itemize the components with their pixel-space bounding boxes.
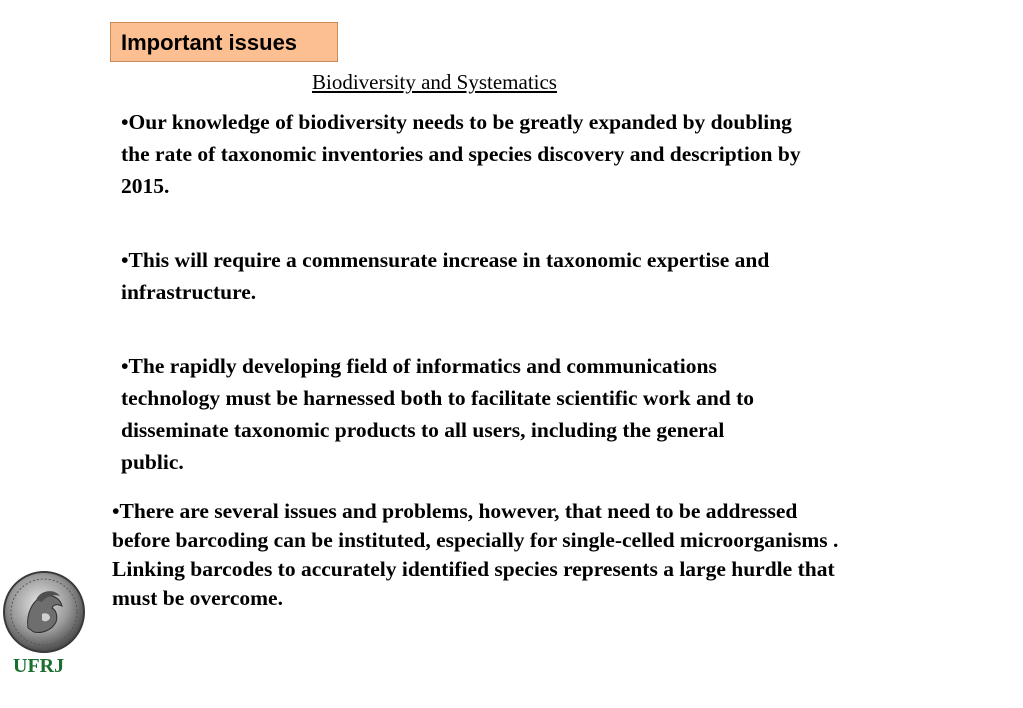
slide-title: Important issues [110,22,338,62]
paragraph-text-3: The rapidly developing field of informatics and communications technology must be harnessed both to facilitate scientific work and to disseminate taxonomic products to all users, including the general public. [121,354,755,474]
bullet-icon: • [121,354,129,378]
section-subtitle: Biodiversity and Systematics [312,70,557,94]
bullet-paragraph-4 [112,497,842,613]
bullet-icon: • [121,248,129,272]
paragraph-text-4: There are several issues and problems, however, that need to be addressed before barcoding can be instituted, especially for single-celled microorganisms . Linking barcodes to accurately identified species represents a large hurdle that must be overcome. [112,499,839,610]
bullet-paragraph-3 [121,350,771,478]
paragraph-text-1: Our knowledge of biodiversity needs to be greatly expanded by doubling the rate of taxonomic inventories and species discovery and description by 2015. [121,110,801,198]
minerva-seal-icon [2,570,86,654]
bullet-paragraph-2 [121,244,801,308]
paragraph-text-2: This will require a commensurate increase in taxonomic expertise and infrastructure. [121,248,770,304]
bullet-paragraph-1 [121,106,821,202]
ufrj-logo-text: UFRJ [13,655,65,677]
bullet-icon: • [112,499,120,523]
bullet-icon: • [121,110,129,134]
